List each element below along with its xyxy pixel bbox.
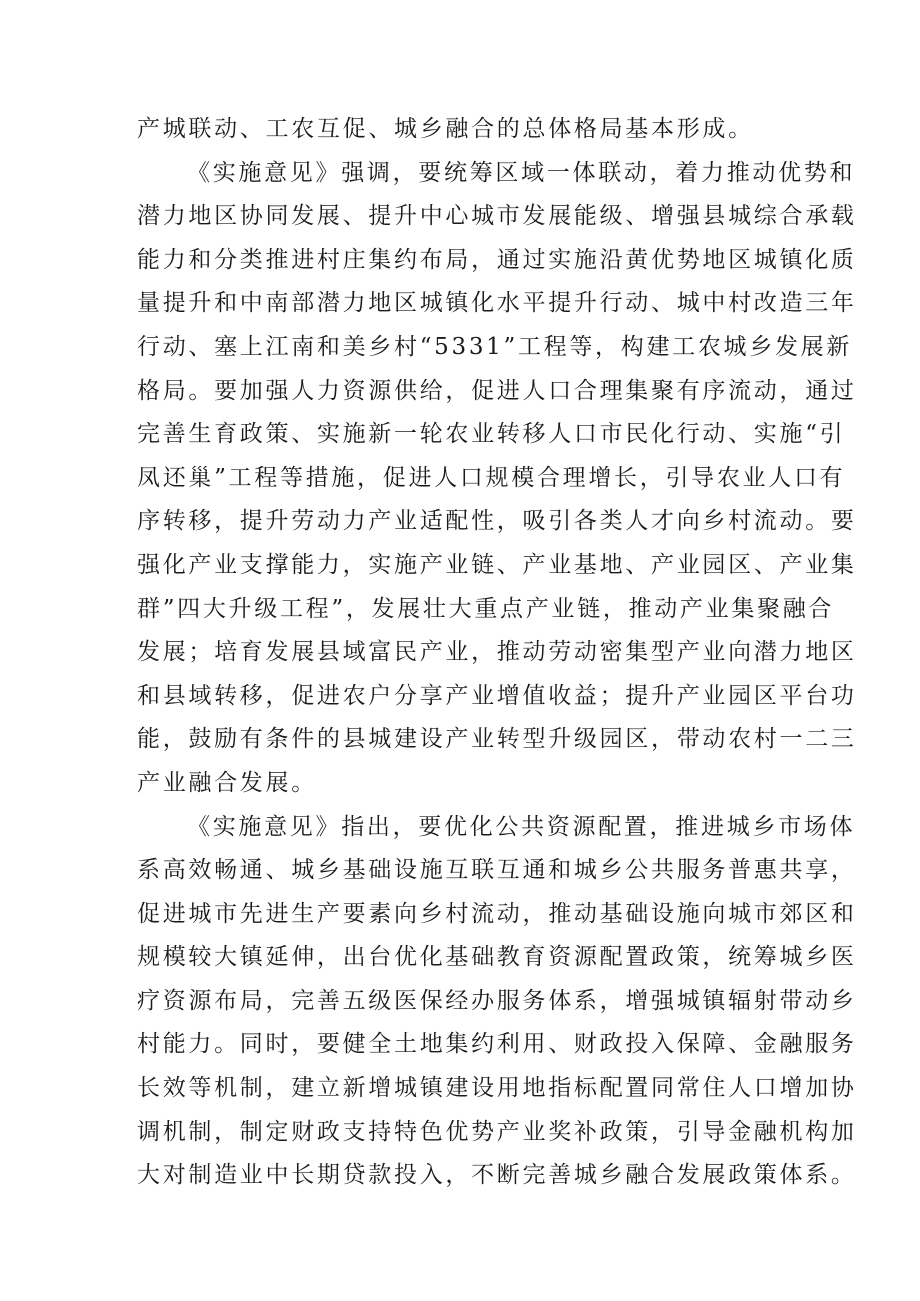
paragraph-2-line: 凤还巢”工程等措施，促进人口规模合理增长，引导农业人口有 <box>137 464 846 491</box>
paragraph-2-line: 能力和分类推进村庄集约布局，通过实施沿黄优势地区城镇化质 <box>137 246 857 273</box>
paragraph-2-line: 格局。要加强人力资源供给，促进人口合理集聚有序流动，通过 <box>137 377 857 404</box>
paragraph-3-line: 大对制造业中长期贷款投入，不断完善城乡融合发展政策体系。 <box>137 1162 857 1189</box>
paragraph-3-line: 《实施意见》指出，要优化公共资源配置，推进城乡市场体 <box>187 813 856 840</box>
paragraph-2-line: 完善生育政策、实施新一轮农业转移人口市民化行动、实施“引 <box>137 421 846 448</box>
paragraph-2-line: 量提升和中南部潜力地区城镇化水平提升行动、城中村改造三年 <box>137 290 857 317</box>
paragraph-2-line: 和县域转移，促进农户分享产业增值收益；提升产业园区平台功 <box>137 682 857 709</box>
paragraph-3-line: 系高效畅通、城乡基础设施互联互通和城乡公共服务普惠共享， <box>137 857 857 884</box>
document-body <box>137 108 857 1198</box>
paragraph-2-line: 发展；培育发展县域富民产业，推动劳动密集型产业向潜力地区 <box>137 639 857 666</box>
paragraph-2-line: 行动、塞上江南和美乡村“5331”工程等，构建工农城乡发展新 <box>137 333 853 360</box>
paragraph-3-line: 疗资源布局，完善五级医保经办服务体系，增强城镇辐射带动乡 <box>137 987 857 1014</box>
paragraph-2-line: 潜力地区协同发展、提升中心城市发展能级、增强县城综合承载 <box>137 203 857 230</box>
paragraph-2-line: 强化产业支撑能力，实施产业链、产业基地、产业园区、产业集 <box>137 551 857 578</box>
paragraph-2-line: 产业融合发展。 <box>137 769 317 796</box>
paragraph-3-line: 村能力。同时，要健全土地集约利用、财政投入保障、金融服务 <box>137 1031 857 1058</box>
paragraph-2-line: 群”四大升级工程”，发展壮大重点产业链，推动产业集聚融合 <box>137 595 835 622</box>
paragraph-2-line: 《实施意见》强调，要统筹区域一体联动，着力推动优势和 <box>187 159 856 186</box>
paragraph-3-line: 调机制，制定财政支持特色优势产业奖补政策，引导金融机构加 <box>137 1118 857 1145</box>
paragraph-1-line: 产城联动、工农互促、城乡融合的总体格局基本形成。 <box>137 116 754 142</box>
paragraph-3-line: 长效等机制，建立新增城镇建设用地指标配置同常住人口增加协 <box>137 1075 857 1102</box>
paragraph-3-line: 规模较大镇延伸，出台优化基础教育资源配置政策，统筹城乡医 <box>137 944 857 971</box>
paragraph-2-line: 序转移，提升劳动力产业适配性，吸引各类人才向乡村流动。要 <box>137 508 857 535</box>
paragraph-2-line: 能，鼓励有条件的县城建设产业转型升级园区，带动农村一二三 <box>137 726 857 753</box>
paragraph-3-line: 促进城市先进生产要素向乡村流动，推动基础设施向城市郊区和 <box>137 900 857 927</box>
